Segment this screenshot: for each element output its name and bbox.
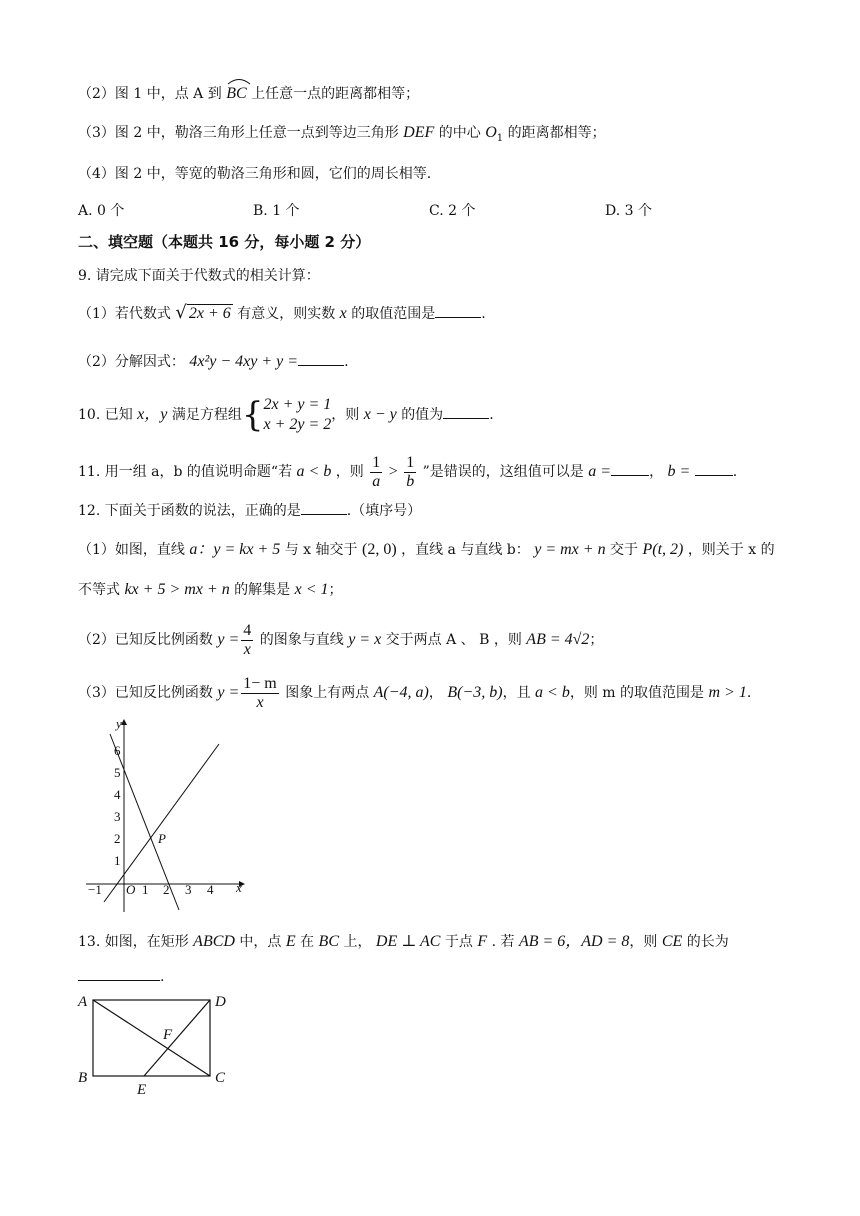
answer-blank[interactable] [298,351,344,366]
q12-part2: （2）已知反比例函数 y = $\frac{4}{x}$ 的图象与直线 y = x 交于两点 A 、 B ，则 AB = 4√2； [78,621,604,658]
y-tick-3: 3 [114,809,121,824]
y-axis-label: y [116,716,122,731]
vertex-c-label: C [215,1070,226,1086]
answer-blank-b[interactable] [695,461,733,476]
answer-blank[interactable] [78,966,160,981]
y-tick-5: 5 [114,765,121,780]
x-tick-3: 3 [185,882,192,897]
option-b: B. 1 个 [253,203,300,219]
answer-blank-a[interactable] [611,461,649,476]
q11: 11. 用一组 a，b 的值说明命题“若 a < b ，则 $\frac{1}{a}$ > $\frac{1}{b}$ ”是错误的，这组值可以是 a = ， b = . [78,453,738,490]
x-axis-label: x [236,880,242,895]
arc-icon [226,77,252,85]
y-tick-6: 6 [114,743,121,758]
vertex-d-label: D [215,994,226,1010]
item-2: （2）图 1 中，点 A 到 BC 上任意一点的距离都相等； [78,80,419,104]
x-tick-2: 2 [163,882,170,897]
q9-stem: 9. 请完成下面关于代数式的相关计算： [78,268,320,284]
q12-stem: 12. 下面关于函数的说法，正确的是 .（填序号） [78,500,421,521]
rectangle-figure [74,990,244,1100]
point-p-label: P [158,831,166,846]
y-tick-4: 4 [114,787,121,802]
item-4: （4）图 2 中，等宽的勒洛三角形和圆，它们的周长相等. [78,166,432,182]
answer-blank[interactable] [301,500,347,515]
item-3: （3）图 2 中，勒洛三角形上任意一点到等边三角形 DEF 的中心 $O_1$ 的距离都相等； [78,124,606,144]
diagonal-ac [93,1000,210,1076]
vertex-a-label: A [78,994,88,1010]
y-tick-1: 1 [114,853,121,868]
q9-part1: （1）若代数式 √ 2x + 6 有意义，则实数 x 的取值范围是 . [78,302,486,323]
segment-de [144,1000,210,1076]
q12-part1-line2: 不等式 kx + 5 > mx + n 的解集是 x < 1； [78,581,343,598]
origin-label: O [126,882,136,897]
brace-icon: { [241,395,264,435]
q13: 13. 如图，在矩形 ABCD 中，点 E 在 BC 上， DE ⊥ AC 于点 F . 若 AB = 6，AD = 8，则 CE 的长为 [78,933,729,950]
function-graph [82,712,252,917]
x-tick-1: 1 [142,882,149,897]
q12-part3: （3）已知反比例函数 y = $\frac{1- m}{x}$ 图象上有两点 A(−4, a)， B(−3, b)，且 a < b，则 m 的取值范围是 m > 1. [78,674,752,711]
x-tick-4: 4 [207,882,214,897]
answer-blank[interactable] [443,404,489,419]
q9-part2: （2）分解因式： 4x²y − 4xy + y = . [78,353,349,370]
y-tick-2: 2 [114,831,121,846]
option-c: C. 2 个 [429,203,476,219]
option-a: A. 0 个 [78,203,125,219]
equation-system: 2x + y = 1 x + 2y = 2 [263,396,332,433]
option-d: D. 3 个 [605,203,652,219]
x-tick-neg1: −1 [88,882,102,897]
section-title: 二、填空题（本题共 16 分，每小题 2 分） [78,233,371,251]
point-f-label: F [163,1027,173,1043]
q13-answer-line: . [78,966,164,987]
point-e-label: E [137,1082,147,1098]
answer-blank[interactable] [435,303,481,318]
q10: 10. 已知 x，y 满足方程组{ 2x + y = 1 x + 2y = 2 ，则 x − y 的值为 . [78,395,494,435]
vertex-b-label: B [78,1070,88,1086]
arc-bc: BC [226,80,246,104]
q12-part1-line1: （1）如图，直线 a：y = kx + 5 与 x 轴交于 (2, 0) ，直线 a 与直线 b： y = mx + n 交于 P(t, 2) ，则关于 x 的 [78,541,775,558]
line-b [104,744,219,902]
